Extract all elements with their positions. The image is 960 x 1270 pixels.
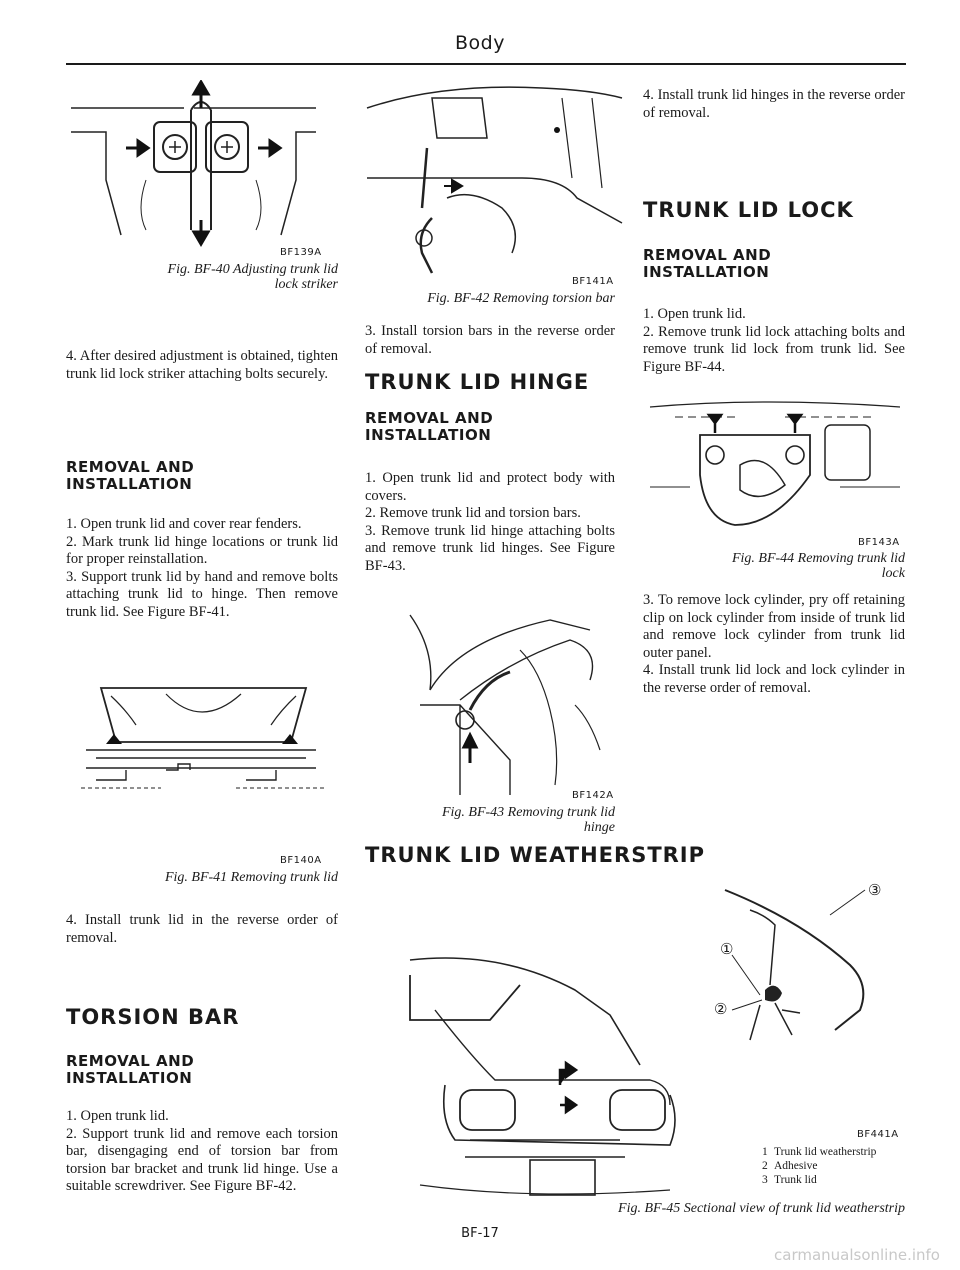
figure-bf43-caption-line1: Fig. BF-43 Removing trunk lid: [441, 805, 615, 820]
list-item: 2. Support trunk lid and remove each torsion bar, disengaging end of torsion bar from torsion bar bracket and trunk lid hinge. Use a suitable screwdriver. See Figure BF-42.: [66, 1125, 338, 1194]
weatherstrip-section-drawing: [720, 885, 910, 1045]
subheading-removal-trunk-lid: REMOVAL AND INSTALLATION: [66, 458, 195, 493]
trunk-lid-lock-drawing: [645, 395, 907, 535]
trunk-lid-drawing: [66, 680, 338, 795]
legend-item-1: 1 Trunk lid weatherstrip: [762, 1146, 877, 1158]
figure-bf43-illustration: [400, 610, 620, 795]
figure-bf45-code: BF441A: [857, 1129, 899, 1140]
page-number: BF-17: [461, 1226, 499, 1241]
list-item: 1. Open trunk lid.: [643, 306, 746, 322]
section-heading-torsion-bar: TORSION BAR: [66, 1005, 240, 1029]
watermark: carmanualsonline.info: [774, 1246, 940, 1264]
list-item: 1. Open trunk lid and protect body with covers.: [365, 470, 615, 504]
section-heading-trunk-lid-weatherstrip: TRUNK LID WEATHERSTRIP: [365, 843, 706, 867]
lock-striker-drawing: [66, 80, 338, 260]
torsion-bar-drawing: [362, 78, 624, 278]
figure-bf40-caption-line2: lock striker: [274, 277, 338, 292]
figure-bf41-caption: Fig. BF-41 Removing trunk lid: [164, 870, 338, 885]
car-rear-drawing: [380, 945, 680, 1205]
figure-bf43-code: BF142A: [572, 790, 614, 801]
callout-2: ②: [714, 1002, 728, 1018]
list-item: 2. Remove trunk lid and torsion bars.: [365, 505, 581, 521]
paragraph-install-hinges: 4. Install trunk lid hinges in the reverse order of removal.: [643, 87, 905, 121]
hinge-drawing: [400, 610, 620, 795]
figure-bf40-caption-line1: Fig. BF-40 Adjusting trunk lid: [167, 262, 338, 277]
figure-bf42-caption: Fig. BF-42 Removing torsion bar: [427, 291, 615, 306]
figure-bf45-car-rear-illustration: [380, 945, 680, 1205]
callout-3: ③: [868, 883, 882, 899]
list-item: 3. Remove trunk lid hinge attaching bolts and remove trunk lid hinges. See Figure BF-43.: [365, 522, 615, 574]
list-item: 2. Remove trunk lid lock attaching bolts and remove trunk lid lock from trunk lid. See Figure BF-44.: [643, 323, 905, 375]
list-lock-steps-b: [643, 592, 905, 697]
list-item: 3. Support trunk lid by hand and remove bolts attaching trunk lid to hinge. Then remove trunk lid. See Figure BF-41.: [66, 568, 338, 620]
legend-item-3: 3 Trunk lid: [762, 1174, 817, 1186]
figure-bf45-caption: Fig. BF-45 Sectional view of trunk lid weatherstrip: [618, 1201, 905, 1216]
list-trunk-lid-steps: [66, 516, 338, 621]
list-item: 1. Open trunk lid and cover rear fenders.: [66, 516, 302, 532]
figure-bf40-illustration: [66, 80, 338, 260]
paragraph-install-trunk-lid: 4. Install trunk lid in the reverse order of removal.: [66, 912, 338, 946]
callout-1: ①: [720, 942, 734, 958]
figure-bf43-caption: [400, 805, 615, 835]
paragraph-striker-step4: 4. After desired adjustment is obtained, tighten trunk lid lock striker attaching bolts securely.: [66, 348, 338, 382]
subheading-removal-lock: REMOVAL AND INSTALLATION: [643, 246, 772, 281]
section-heading-trunk-lid-lock: TRUNK LID LOCK: [643, 198, 854, 222]
list-item: 3. To remove lock cylinder, pry off retaining clip on lock cylinder from inside of trunk lid and remove lock cylinder from trunk lid outer panel.: [643, 592, 905, 661]
page-title: Body: [455, 32, 505, 54]
figure-bf42-code: BF141A: [572, 276, 614, 287]
figure-bf45-section-illustration: [720, 885, 910, 1045]
header-rule: [66, 63, 906, 65]
subheading-removal-torsion-bar: REMOVAL AND INSTALLATION: [66, 1052, 195, 1087]
section-heading-trunk-lid-hinge: TRUNK LID HINGE: [365, 370, 590, 394]
list-item: 4. Install trunk lid lock and lock cylinder in the reverse order of removal.: [643, 662, 905, 696]
figure-bf45-legend: [762, 1145, 876, 1187]
list-item: 2. Mark trunk lid hinge locations or trunk lid for proper reinstallation.: [66, 533, 338, 567]
figure-bf40-caption: [100, 262, 338, 292]
figure-bf44-caption: [650, 551, 905, 581]
paragraph-install-torsion-bars: 3. Install torsion bars in the reverse order of removal.: [365, 323, 615, 357]
figure-bf44-code: BF143A: [858, 537, 900, 548]
figure-bf44-caption-line1: Fig. BF-44 Removing trunk lid: [731, 551, 905, 566]
list-item: 1. Open trunk lid.: [66, 1108, 169, 1124]
list-torsion-bar-steps: [66, 1108, 338, 1196]
figure-bf43-caption-line2: hinge: [583, 820, 615, 835]
legend-item-2: 2 Adhesive: [762, 1160, 818, 1172]
figure-bf40-code: BF139A: [280, 247, 322, 258]
subheading-removal-hinge: REMOVAL AND INSTALLATION: [365, 409, 494, 444]
figure-bf42-illustration: [362, 78, 624, 278]
list-hinge-steps: [365, 470, 615, 575]
figure-bf41-illustration: [66, 680, 338, 795]
figure-bf44-caption-line2: lock: [881, 566, 905, 581]
figure-bf44-illustration: [645, 395, 907, 535]
list-lock-steps-a: [643, 306, 905, 376]
figure-bf41-code: BF140A: [280, 855, 322, 866]
